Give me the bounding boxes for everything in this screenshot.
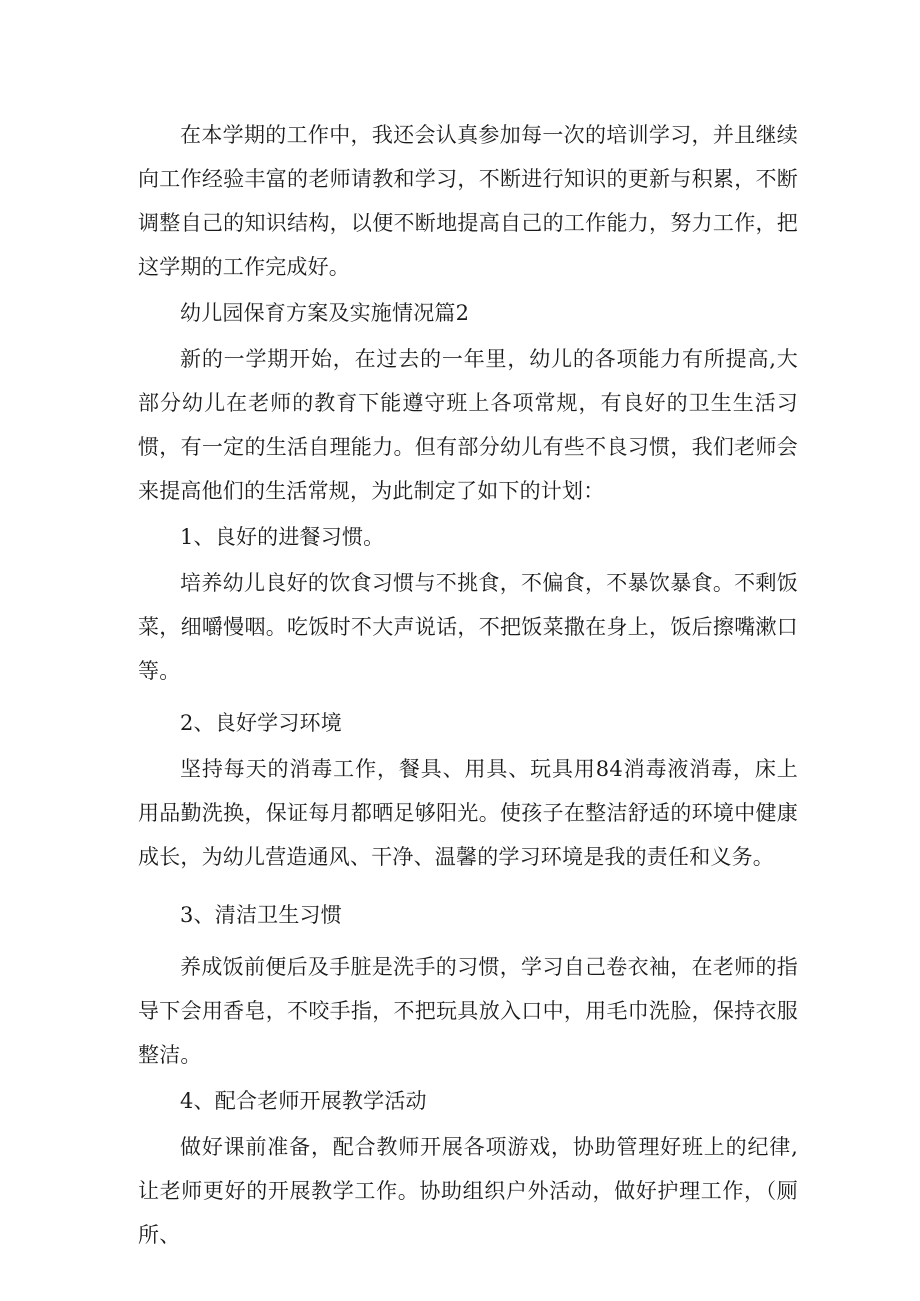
item-heading-1: 1、良好的进餐习惯。 [180, 525, 385, 549]
paragraph-learning-environment: 坚持每天的消毒工作，餐具、用具、玩具用84消毒液消毒，床上用品勤洗换，保证每月都晒足够阳光。使孩子在整洁舒适的环境中健康成长，为幼儿营造通风、干净、温馨的学习环境是我的责任和义务。 [138, 757, 798, 869]
document-body [138, 113, 798, 1257]
item-heading-2: 2、良好学习环境 [180, 711, 342, 735]
paragraph-training-plan: 在本学期的工作中，我还会认真参加每一次的培训学习，并且继续向工作经验丰富的老师请教和学习，不断进行知识的更新与积累，不断调整自己的知识结构，以便不断地提高自己的工作能力，努力工作，把这学期的工作完成好。 [138, 123, 798, 279]
section-title: 幼儿园保育方案及实施情况篇2 [180, 301, 470, 325]
item-heading-4: 4、配合老师开展教学活动 [180, 1089, 427, 1113]
paragraph-hygiene-habits: 养成饭前便后及手脏是洗手的习惯，学习自己卷衣袖，在老师的指导下会用香皂，不咬手指，不把玩具放入口中，用毛巾洗脸，保持衣服整洁。 [138, 955, 798, 1067]
paragraph-teaching-support: 做好课前准备，配合教师开展各项游戏，协助管理好班上的纪律,让老师更好的开展教学工作。协助组织户外活动，做好护理工作，（厕所、 [138, 1135, 798, 1247]
item-heading-3: 3、清洁卫生习惯 [180, 903, 342, 927]
paragraph-eating-habits: 培养幼儿良好的饮食习惯与不挑食，不偏食，不暴饮暴食。不剩饭菜，细嚼慢咽。吃饭时不大声说话，不把饭菜撒在身上，饭后擦嘴漱口等。 [138, 571, 798, 683]
paragraph-introduction: 新的一学期开始，在过去的一年里，幼儿的各项能力有所提高,大部分幼儿在老师的教育下能遵守班上各项常规，有良好的卫生生活习惯，有一定的生活自理能力。但有部分幼儿有些不良习惯，我们老师会来提高他们的生活常规，为此制定了如下的计划： [138, 347, 798, 503]
